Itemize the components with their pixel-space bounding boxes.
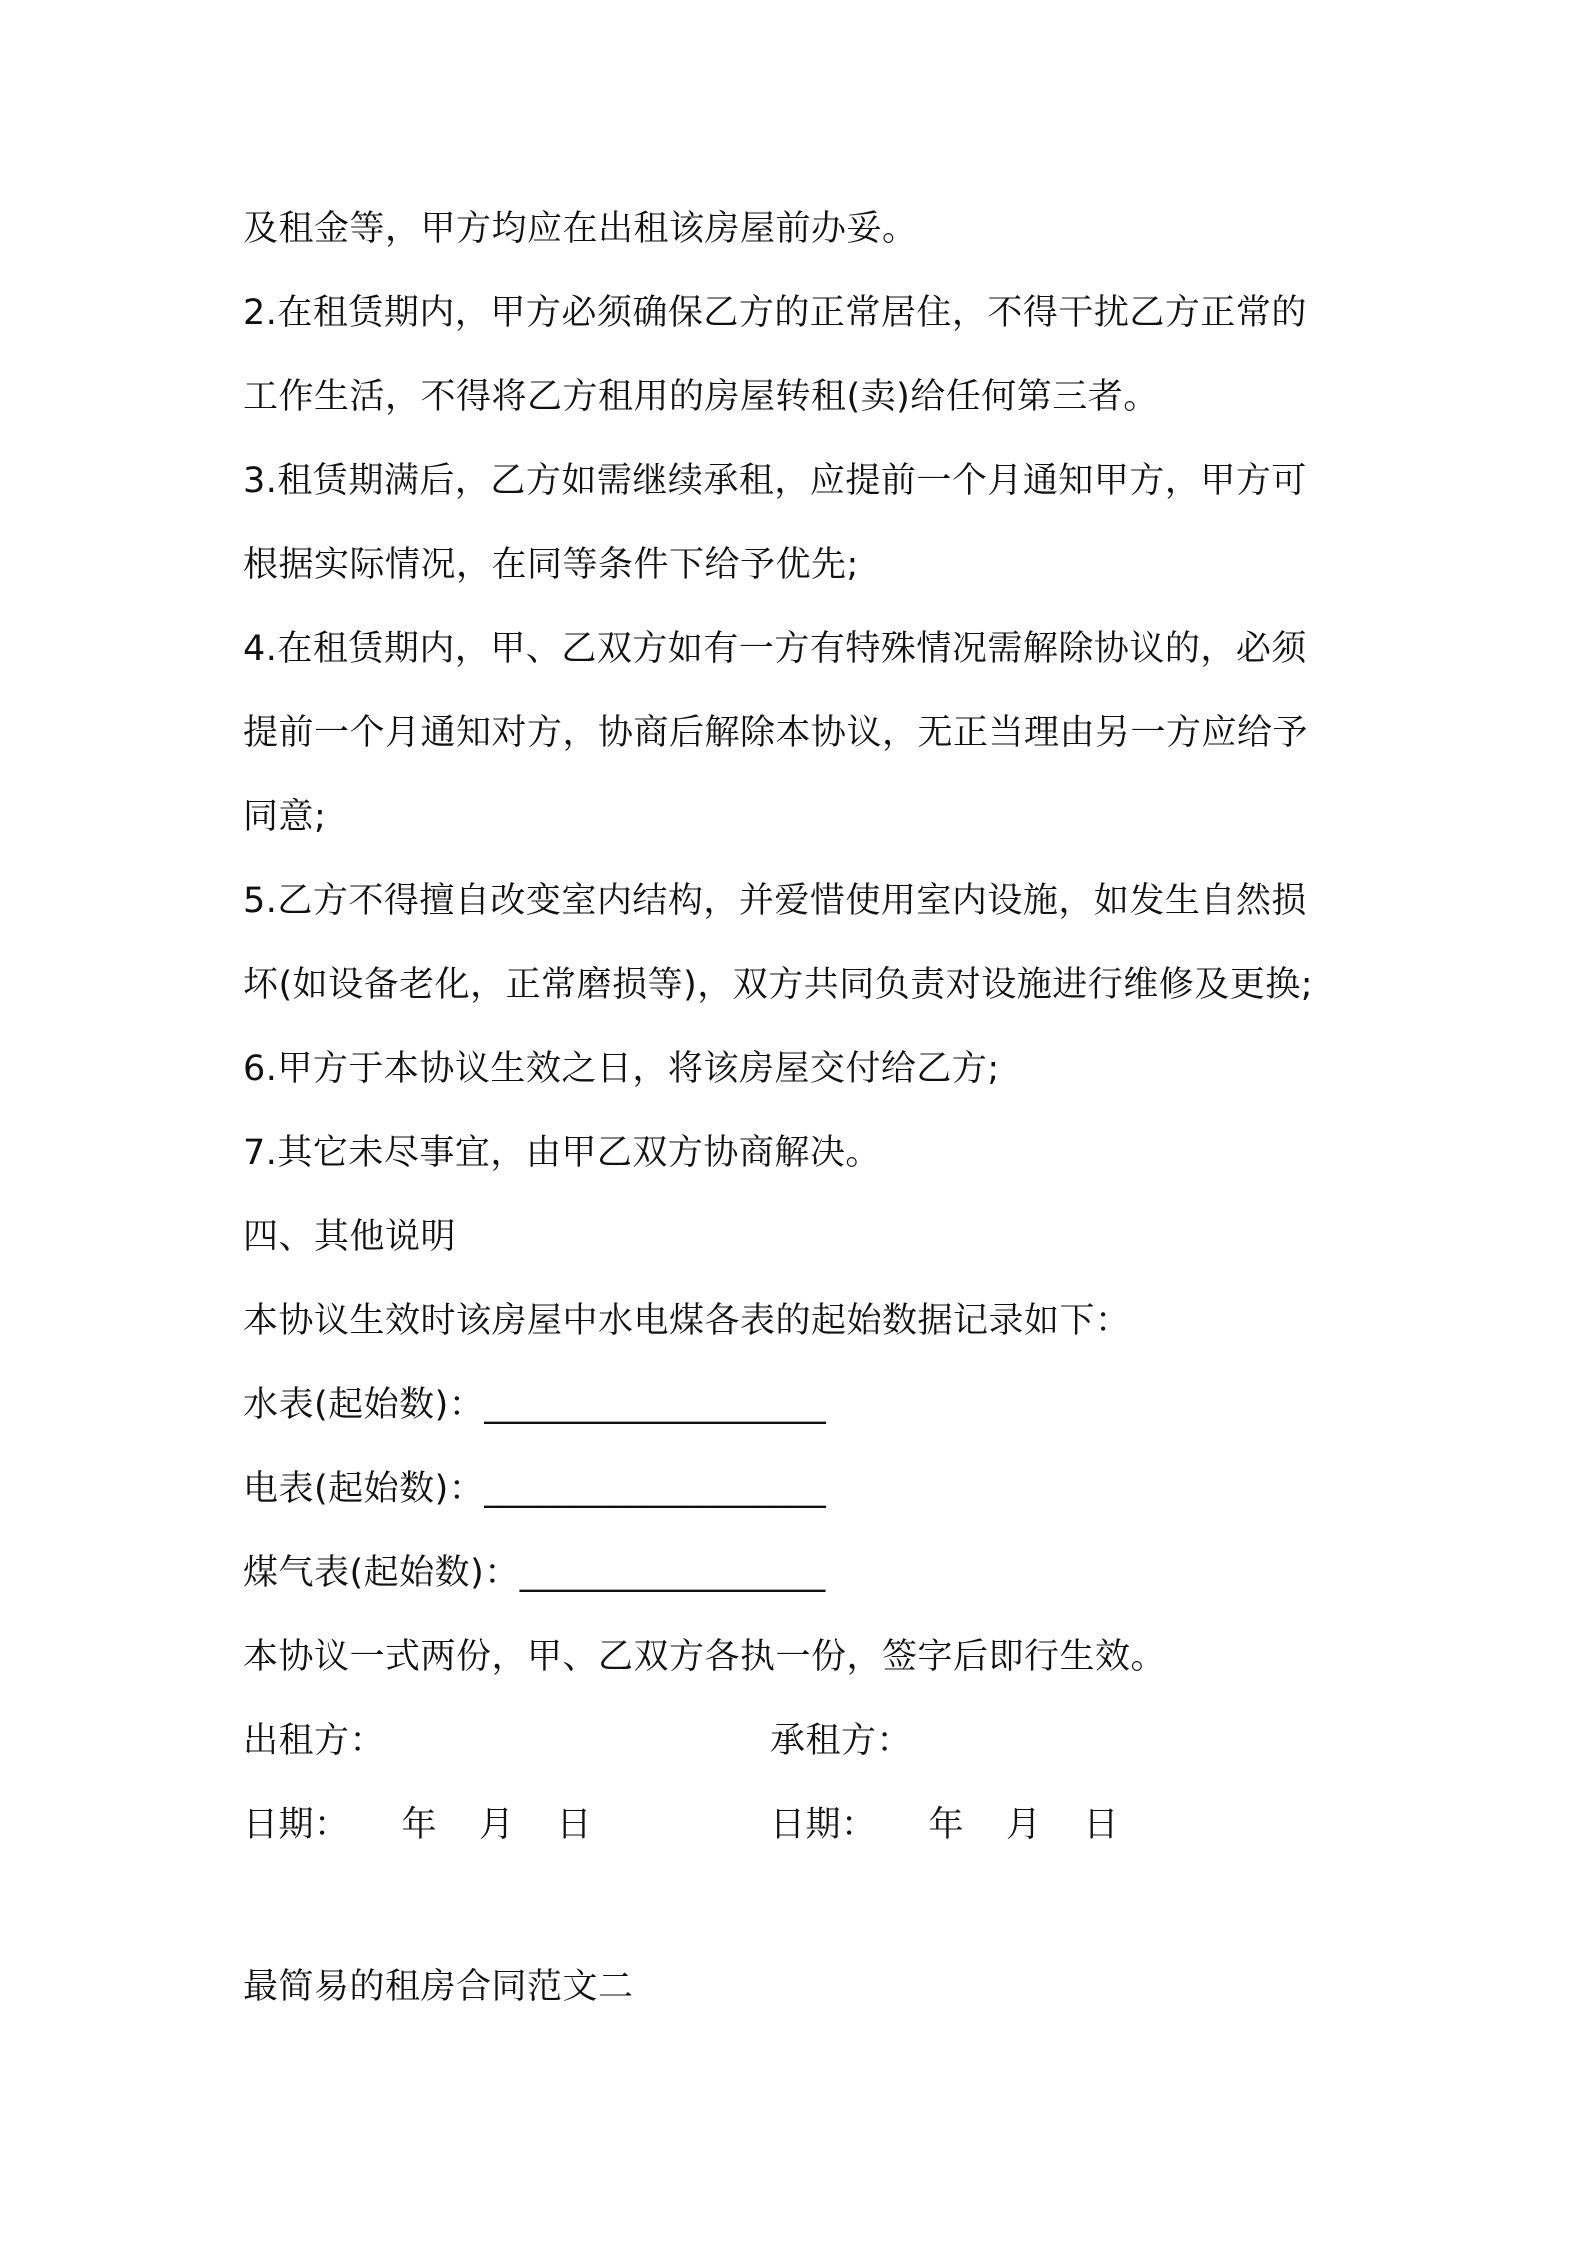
lessor-date-year: 年 [401, 1805, 438, 1845]
next-section-title: 最简易的租房合同范文二 [243, 1967, 634, 2007]
water-meter-line: 水表(起始数)：___________________ [243, 1385, 827, 1425]
clause-4-line-2: 提前一个月通知对方，协商后解除本协议，无正当理由另一方应给予 [243, 713, 1309, 753]
lessee-date-day: 日 [1083, 1805, 1120, 1845]
lessee-date-month: 月 [1006, 1805, 1042, 1845]
lessor-date-day: 日 [556, 1805, 593, 1845]
lessee-date-label: 日期： [770, 1805, 877, 1845]
clause-7-line: 7.其它未尽事宜，由甲乙双方协商解决。 [243, 1133, 881, 1173]
clause-2-line-1: 2.在租赁期内，甲方必须确保乙方的正常居住，不得干扰乙方正常的 [243, 293, 1307, 333]
clause-5-line-1: 5.乙方不得擅自改变室内结构，并爱惜使用室内设施，如发生自然损 [243, 881, 1307, 921]
clause-2-line-2: 工作生活，不得将乙方租用的房屋转租(卖)给任何第三者。 [243, 377, 1159, 417]
lessor-date-month: 月 [479, 1805, 515, 1845]
lessor-date-label: 日期： [243, 1805, 350, 1845]
clause-6-line: 6.甲方于本协议生效之日，将该房屋交付给乙方; [243, 1049, 1000, 1089]
text-line-1: 及租金等，甲方均应在出租该房屋前办妥。 [243, 209, 918, 249]
effect-line: 本协议一式两份，甲、乙双方各执一份，签字后即行生效。 [243, 1637, 1167, 1677]
clause-3-line-2: 根据实际情况，在同等条件下给予优先; [243, 545, 859, 585]
gas-meter-line: 煤气表(起始数)：_________________ [243, 1553, 826, 1593]
lessee-label: 承租方： [770, 1721, 913, 1761]
clause-4-line-1: 4.在租赁期内，甲、乙双方如有一方有特殊情况需解除协议的，必须 [243, 629, 1307, 669]
section-heading-other: 四、其他说明 [243, 1217, 457, 1257]
lessor-date-row [243, 1804, 592, 1846]
lessee-date-year: 年 [928, 1805, 965, 1845]
electric-meter-line: 电表(起始数)：___________________ [243, 1469, 827, 1509]
meter-intro-line: 本协议生效时该房屋中水电煤各表的起始数据记录如下： [243, 1301, 1131, 1341]
lessee-date-row [770, 1804, 1119, 1846]
clause-3-line-1: 3.租赁期满后，乙方如需继续承租，应提前一个月通知甲方，甲方可 [243, 461, 1307, 501]
lessor-label: 出租方： [243, 1721, 386, 1761]
clause-5-line-2: 坏(如设备老化，正常磨损等)，双方共同负责对设施进行维修及更换; [243, 965, 1314, 1005]
clause-4-line-3: 同意; [243, 797, 327, 837]
